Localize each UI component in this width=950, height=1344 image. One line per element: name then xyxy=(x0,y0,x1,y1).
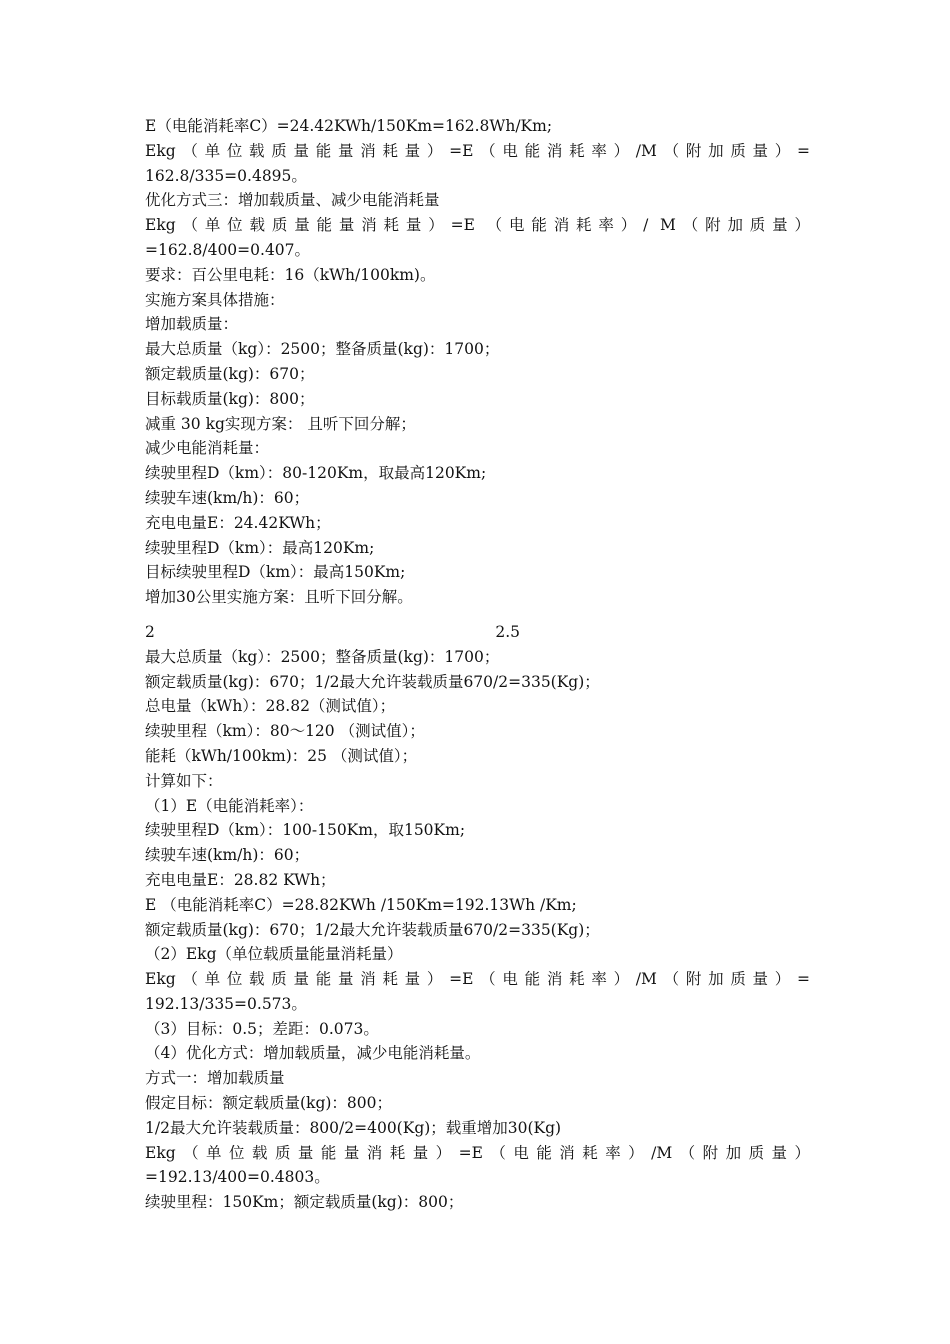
text-line: Ekg（单位载质量能量消耗量）=E （电能消耗率）/ M（附加质量） xyxy=(145,216,810,235)
text-line: E （电能消耗率C）=28.82KWh /150Km=192.13Wh /Km; xyxy=(145,895,577,914)
text-line: 增加30公里实施方案：且听下回分解。 xyxy=(145,588,413,607)
text-line: 优化方式三：增加载质量、减少电能消耗量 xyxy=(145,191,440,210)
text-line: 实施方案具体措施： xyxy=(145,290,285,309)
text-line: 要求：百公里电耗：16（kWh/100km)。 xyxy=(145,265,436,284)
text-line: 192.13/335=0.573。 xyxy=(145,994,307,1013)
text-line: （2）Ekg（单位载质量能量消耗量） xyxy=(145,945,403,964)
text-line: 续驶里程（km）：80～120 （测试值）； xyxy=(145,722,425,741)
text-line: 1/2最大允许装载质量：800/2=400(Kg)；载重增加30(Kg) xyxy=(145,1118,562,1137)
text-line: Ekg（单位载质量能量消耗量）=E（电能消耗率）/M（附加质量）= xyxy=(145,141,810,160)
text-line: 续驶里程D（km）：80-120Km，取最高120Km; xyxy=(145,464,487,483)
text-line: =162.8/400=0.407。 xyxy=(145,240,311,259)
text-line: 方式一：增加载质量 xyxy=(145,1069,285,1088)
text-line: =192.13/400=0.4803。 xyxy=(145,1168,330,1187)
text-line: 162.8/335=0.4895。 xyxy=(145,166,307,185)
text-line: 假定目标：额定载质量(kg)：800； xyxy=(145,1094,392,1113)
text-line: 目标载质量(kg)：800； xyxy=(145,389,315,408)
text-line: 续驶车速(km/h)：60； xyxy=(145,488,310,507)
text-line: 计算如下： xyxy=(145,771,223,790)
text-line: 额定载质量(kg)：670； xyxy=(145,364,315,383)
text-line: （1）E（电能消耗率）： xyxy=(145,796,314,815)
split-number-row xyxy=(145,620,520,645)
text-line: （3）目标：0.5；差距：0.073。 xyxy=(145,1019,379,1038)
text-line: 续驶里程D（km）：最高120Km; xyxy=(145,538,375,557)
text-line: 目标续驶里程D（km）：最高150Km; xyxy=(145,563,406,582)
text-line: E（电能消耗率C）=24.42KWh/150Km=162.8Wh/Km; xyxy=(145,117,553,135)
text-line: 充电电量E：24.42KWh； xyxy=(145,513,331,532)
text-line: 充电电量E：28.82 KWh； xyxy=(145,870,336,889)
text-line: （4）优化方式：增加载质量，减少电能消耗量。 xyxy=(145,1044,481,1063)
text-line: 额定载质量(kg)：670；1/2最大允许装载质量670/2=335(Kg)； xyxy=(145,920,600,939)
split-left-number: 2 xyxy=(145,622,155,641)
text-line: 最大总质量（kg）：2500；整备质量(kg)：1700； xyxy=(145,340,500,359)
split-right-number: 2.5 xyxy=(495,622,520,641)
text-line: 减重 30 kg实现方案： 且听下回分解； xyxy=(145,414,416,433)
text-line: 总电量（kWh）：28.82（测试值）； xyxy=(145,697,396,716)
text-line: 增加载质量： xyxy=(145,315,239,334)
text-line: 减少电能消耗量： xyxy=(145,439,270,458)
text-line: 续驶车速(km/h)：60； xyxy=(145,846,310,865)
text-line: Ekg（单位载质量能量消耗量）=E（电能消耗率）/M（附加质量） xyxy=(145,1143,810,1162)
text-line: 续驶里程D（km）：100-150Km，取150Km; xyxy=(145,821,466,840)
text-line: Ekg（单位载质量能量消耗量）=E（电能消耗率）/M（附加质量）= xyxy=(145,970,810,989)
text-line: 续驶里程：150Km；额定载质量(kg)：800； xyxy=(145,1193,464,1212)
document-body xyxy=(145,114,810,1215)
text-line: 能耗（kWh/100km)：25 （测试值）； xyxy=(145,746,418,765)
paragraph-gap xyxy=(145,610,810,620)
text-line: 最大总质量（kg）：2500；整备质量(kg)：1700； xyxy=(145,647,500,666)
text-line: 额定载质量(kg)：670；1/2最大允许装载质量670/2=335(Kg)； xyxy=(145,672,600,691)
